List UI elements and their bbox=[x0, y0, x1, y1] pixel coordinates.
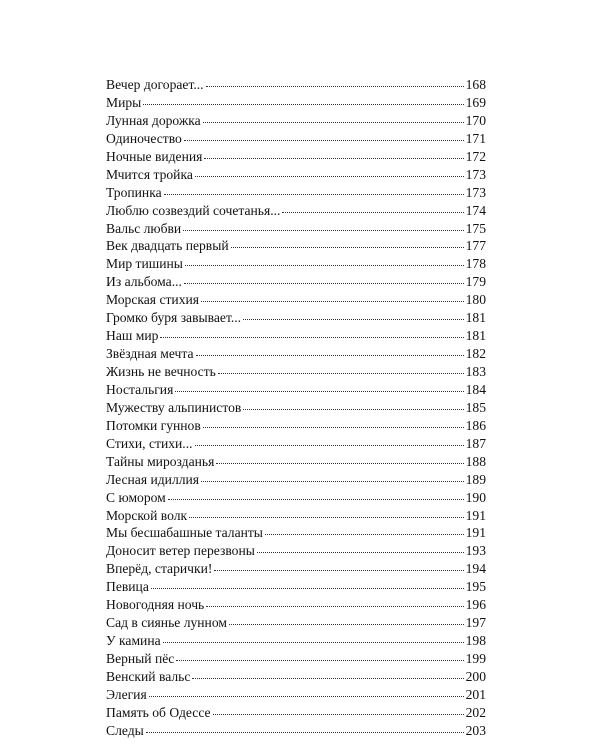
toc-entry-title: Одиночество bbox=[106, 130, 182, 146]
toc-entry-page-number: 195 bbox=[465, 579, 486, 595]
toc-entry-title: Венский вальс bbox=[106, 668, 191, 684]
toc-entry-title: Ночные видения bbox=[106, 148, 203, 164]
toc-entry-title: Доносит ветер перезвоны bbox=[106, 543, 255, 559]
toc-entry-title: С юмором bbox=[106, 489, 166, 505]
toc-entry bbox=[106, 184, 486, 202]
toc-entry bbox=[106, 453, 486, 471]
toc-entry bbox=[106, 578, 486, 596]
toc-entry bbox=[106, 166, 486, 184]
toc-entry-page-number: 175 bbox=[465, 220, 486, 236]
toc-entry-page-number: 191 bbox=[465, 507, 486, 523]
toc-entry-page-number: 197 bbox=[465, 615, 486, 631]
toc-dot-leader bbox=[168, 498, 464, 500]
table-of-contents bbox=[106, 76, 486, 740]
toc-dot-leader bbox=[214, 569, 463, 571]
toc-entry bbox=[106, 291, 486, 309]
toc-entry-title: Громко буря завывает... bbox=[106, 310, 242, 326]
toc-entry bbox=[106, 542, 486, 560]
toc-entry-title: Тайны мирозданья bbox=[106, 453, 215, 469]
toc-dot-leader bbox=[203, 121, 464, 123]
toc-entry-title: Память об Одессе bbox=[106, 704, 211, 720]
toc-dot-leader bbox=[213, 713, 464, 715]
toc-entry-title: Певица bbox=[106, 579, 149, 595]
toc-dot-leader bbox=[231, 246, 464, 248]
toc-entry bbox=[106, 668, 486, 686]
toc-dot-leader bbox=[175, 390, 463, 392]
toc-entry bbox=[106, 632, 486, 650]
toc-dot-leader bbox=[149, 695, 464, 697]
toc-entry-page-number: 178 bbox=[465, 256, 486, 272]
toc-entry bbox=[106, 112, 486, 130]
toc-entry bbox=[106, 560, 486, 578]
toc-entry-title: Лунная дорожка bbox=[106, 112, 201, 128]
toc-entry-title: Вперёд, старички! bbox=[106, 561, 213, 577]
toc-entry-page-number: 172 bbox=[465, 148, 486, 164]
toc-entry-title: Тропинка bbox=[106, 184, 162, 200]
toc-dot-leader bbox=[195, 175, 464, 177]
toc-entry-title: Верный пёс bbox=[106, 651, 175, 666]
toc-entry bbox=[106, 507, 486, 525]
toc-entry bbox=[106, 614, 486, 632]
toc-dot-leader bbox=[243, 408, 463, 410]
toc-entry bbox=[106, 524, 486, 542]
toc-dot-leader bbox=[143, 103, 463, 105]
toc-entry bbox=[106, 130, 486, 148]
toc-entry bbox=[106, 596, 486, 614]
toc-dot-leader bbox=[183, 229, 463, 231]
toc-entry-page-number: 186 bbox=[465, 417, 486, 433]
toc-entry-title: Вечер догорает... bbox=[106, 77, 204, 92]
toc-entry bbox=[106, 435, 486, 453]
toc-entry bbox=[106, 686, 486, 704]
toc-entry bbox=[106, 471, 486, 489]
toc-entry-title: Морской волк bbox=[106, 507, 188, 523]
toc-entry-title: Мы бесшабашные таланты bbox=[106, 525, 263, 541]
toc-dot-leader bbox=[192, 677, 463, 679]
toc-entry-page-number: 187 bbox=[465, 435, 486, 451]
toc-dot-leader bbox=[146, 731, 464, 733]
toc-dot-leader bbox=[189, 516, 464, 518]
toc-entry-title: Из альбома... bbox=[106, 274, 182, 290]
toc-entry-page-number: 188 bbox=[465, 453, 486, 469]
toc-entry-page-number: 196 bbox=[465, 597, 486, 613]
toc-dot-leader bbox=[184, 139, 464, 141]
toc-entry bbox=[106, 722, 486, 740]
toc-entry bbox=[106, 417, 486, 435]
toc-dot-leader bbox=[257, 551, 464, 553]
toc-entry-page-number: 173 bbox=[465, 166, 486, 182]
toc-dot-leader bbox=[265, 533, 464, 535]
toc-dot-leader bbox=[184, 282, 464, 284]
toc-entry bbox=[106, 489, 486, 507]
toc-entry-title: Элегия bbox=[106, 686, 147, 702]
toc-entry bbox=[106, 650, 486, 668]
toc-entry-title: Миры bbox=[106, 94, 142, 110]
toc-entry bbox=[106, 399, 486, 417]
toc-dot-leader bbox=[218, 372, 464, 374]
toc-entry-page-number: 189 bbox=[465, 471, 486, 487]
toc-entry-page-number: 177 bbox=[465, 238, 486, 254]
toc-dot-leader bbox=[163, 641, 464, 643]
toc-entry bbox=[106, 309, 486, 327]
toc-dot-leader bbox=[229, 623, 464, 625]
toc-entry-page-number: 169 bbox=[465, 94, 486, 110]
toc-entry-page-number: 200 bbox=[465, 668, 486, 684]
toc-dot-leader bbox=[243, 318, 464, 320]
toc-entry bbox=[106, 202, 486, 220]
toc-entry-title: Мчится тройка bbox=[106, 166, 193, 182]
toc-entry-page-number: 191 bbox=[465, 525, 486, 541]
toc-entry-page-number: 181 bbox=[465, 310, 486, 326]
toc-entry bbox=[106, 94, 486, 112]
toc-entry-page-number: 201 bbox=[465, 686, 486, 702]
toc-entry bbox=[106, 345, 486, 363]
toc-entry bbox=[106, 237, 486, 255]
toc-dot-leader bbox=[196, 354, 464, 356]
toc-dot-leader bbox=[203, 426, 464, 428]
toc-dot-leader bbox=[201, 480, 464, 482]
toc-entry-page-number: 194 bbox=[465, 561, 486, 577]
toc-entry-title: Лесная идиллия bbox=[106, 471, 200, 487]
toc-entry-title: Мир тишины bbox=[106, 256, 183, 272]
toc-entry-page-number: 183 bbox=[465, 364, 486, 379]
toc-entry-page-number: 199 bbox=[465, 651, 486, 666]
toc-entry-page-number: 173 bbox=[465, 184, 486, 200]
toc-entry-page-number: 198 bbox=[465, 633, 486, 649]
toc-entry-title: Вальс любви bbox=[106, 220, 182, 236]
toc-dot-leader bbox=[216, 462, 463, 464]
toc-entry-title: Следы bbox=[106, 722, 144, 738]
toc-entry-page-number: 171 bbox=[465, 130, 486, 146]
toc-entry-page-number: 184 bbox=[465, 381, 486, 397]
toc-dot-leader bbox=[206, 85, 464, 87]
toc-dot-leader bbox=[185, 264, 464, 266]
toc-entry-page-number: 203 bbox=[465, 722, 486, 738]
toc-entry bbox=[106, 148, 486, 166]
toc-entry bbox=[106, 327, 486, 345]
toc-entry-title: Морская стихия bbox=[106, 292, 200, 308]
toc-dot-leader bbox=[201, 300, 464, 302]
toc-entry-page-number: 179 bbox=[465, 274, 486, 290]
toc-dot-leader bbox=[160, 336, 463, 338]
toc-entry-page-number: 182 bbox=[465, 346, 486, 362]
toc-entry bbox=[106, 220, 486, 238]
toc-dot-leader bbox=[204, 157, 463, 159]
toc-entry-title: Мужеству альпинистов bbox=[106, 399, 242, 415]
toc-entry-title: Наш мир bbox=[106, 328, 159, 344]
toc-entry-page-number: 170 bbox=[465, 112, 486, 128]
toc-entry-page-number: 180 bbox=[465, 292, 486, 308]
toc-entry-page-number: 202 bbox=[465, 704, 486, 720]
toc-entry-page-number: 190 bbox=[465, 489, 486, 505]
toc-dot-leader bbox=[164, 193, 464, 195]
toc-entry-title: Новогодняя ночь bbox=[106, 597, 205, 613]
toc-entry bbox=[106, 255, 486, 273]
toc-entry-title: Стихи, стихи... bbox=[106, 435, 193, 451]
toc-entry-title: Жизнь не вечность bbox=[106, 364, 216, 379]
toc-dot-leader bbox=[195, 444, 464, 446]
toc-entry-title: Звёздная мечта bbox=[106, 346, 194, 362]
toc-entry bbox=[106, 76, 486, 94]
toc-entry-page-number: 193 bbox=[465, 543, 486, 559]
toc-entry-title: Ностальгия bbox=[106, 381, 174, 397]
toc-dot-leader bbox=[206, 605, 463, 607]
toc-entry bbox=[106, 704, 486, 722]
toc-entry-title: Век двадцать первый bbox=[106, 238, 229, 254]
toc-entry-page-number: 168 bbox=[465, 77, 486, 92]
toc-entry-title: У камина bbox=[106, 633, 161, 649]
toc-entry bbox=[106, 381, 486, 399]
toc-entry bbox=[106, 273, 486, 291]
toc-dot-leader bbox=[151, 587, 464, 589]
toc-entry-title: Люблю созвездий сочетанья... bbox=[106, 202, 281, 218]
toc-entry-page-number: 181 bbox=[465, 328, 486, 344]
toc-entry-page-number: 185 bbox=[465, 399, 486, 415]
toc-dot-leader bbox=[176, 659, 463, 661]
toc-entry-title: Потомки гуннов bbox=[106, 417, 201, 433]
toc-entry bbox=[106, 363, 486, 381]
toc-entry-title: Сад в сиянье лунном bbox=[106, 615, 227, 631]
toc-entry-page-number: 174 bbox=[465, 202, 486, 218]
toc-dot-leader bbox=[282, 211, 463, 213]
